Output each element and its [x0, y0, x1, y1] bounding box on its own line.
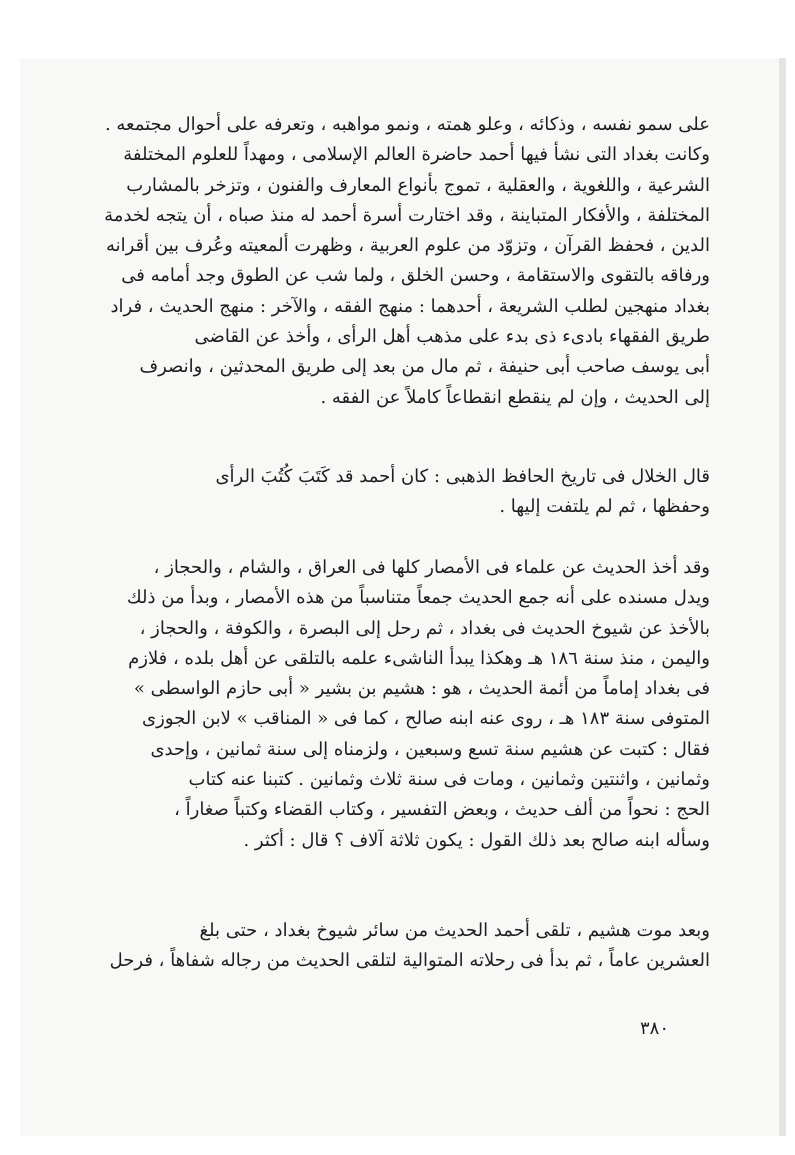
paragraph-3 [80, 553, 710, 856]
text-line: بالأخذ عن شيوخ الحديث فى بغداد ، ثم رحل إلى البصرة ، والكوفة ، والحجاز ، [139, 617, 710, 639]
text-line: الدين ، فحفظ القرآن ، وتزوّد من علوم العربية ، وظهرت ألمعيته وعُرف بين أقرانه [105, 235, 710, 257]
text-line: المختلفة ، والأفكار المتباينة ، وقد اختارت أسرة أحمد له منذ صباه ، أن يتجه لخدمة [104, 204, 710, 226]
text-line: وقد أخذ الحديث عن علماء فى الأمصار كلها فى العراق ، والشام ، والحجاز ، [153, 557, 710, 578]
text-line: بغداد منهجين لطلب الشريعة ، أحدهما : منهج الفقه ، والآخر : منهج الحديث ، فراد [110, 295, 710, 317]
text-line: فقال : كتبت عن هشيم سنة تسع وسبعين ، ولزمناه إلى سنة ثمانين ، وإحدى [150, 738, 710, 760]
text-line: الحج : نحواً من ألف حديث ، وبعض التفسير ، وكتاب القضاء وكتباً صغاراً ، [174, 799, 710, 821]
text-line: وسأله ابنه صالح بعد ذلك القول : يكون ثلاثة آلاف ؟ قال : أكثر . [243, 829, 710, 851]
text-line: المتوفى سنة ١٨٣ هـ ، روى عنه ابنه صالح ، كما فى « المناقب » لابن الجوزى [142, 708, 710, 730]
text-line: الشرعية ، واللغوية ، والعقلية ، تموج بأنواع المعارف والفنون ، وتزخر بالمشارب [126, 174, 710, 196]
text-line: فى بغداد إماماً من أئمة الحديث ، هو : هشيم بن بشير « أبى حازم الواسطى » [133, 678, 710, 700]
text-line: وحفظها ، ثم لم يلتفت إليها . [499, 496, 710, 518]
paragraph-4 [80, 916, 710, 977]
text-line: ويدل مسنده على أنه جمع الحديث جمعاً متناسباً من هذه الأمصار ، وبدأ من ذلك [126, 587, 710, 609]
text-line: وثمانين ، واثنتين وثمانين ، ومات فى سنة ثلاث وثمانين . كتبنا عنه كتاب [188, 769, 710, 791]
text-line: وبعد موت هشيم ، تلقى أحمد الحديث من سائر شيوخ بغداد ، حتى بلغ [199, 920, 710, 941]
text-line: أبى يوسف صاحب أبى حنيفة ، ثم مال من بعد إلى طريق المحدثين ، وانصرف [139, 356, 710, 378]
page-edge-shadow [779, 58, 786, 1136]
paragraph-1 [80, 110, 710, 413]
text-line: ورفاقه بالتقوى والاستقامة ، وحسن الخلق ، ولما شب عن الطوق وجد أمامه فى [121, 265, 710, 287]
text-line: طريق الفقهاء بادىء ذى بدء على مذهب أهل الرأى ، وأخذ عن القاضى [194, 326, 710, 348]
text-line: إلى الحديث ، وإن لم ينقطع انقطاعاً كاملاً عن الفقه . [320, 386, 710, 408]
text-line: وكانت بغداد التى نشأ فيها أحمد حاضرة العالم الإسلامى ، ومهداً للعلوم المختلفة [123, 144, 710, 166]
page-number: ٣٨٠ [640, 1018, 670, 1039]
text-line: على سمو نفسه ، وذكائه ، وعلو همته ، ونمو مواهبه ، وتعرفه على أحوال مجتمعه . [104, 114, 710, 135]
text-line: واليمن ، منذ سنة ١٨٦ هـ وهكذا يبدأ الناشىء علمه بالتلقى عن أهل بلده ، فلازم [128, 647, 710, 669]
text-line: العشرين عاماً ، ثم بدأ فى رحلاته المتوالية لتلقى الحديث من رجاله شفاهاً ، فرحل [109, 950, 710, 972]
text-line: قال الخلال فى تاريخ الحافظ الذهبى : كان أحمد قد كَتَبَ كُتُبَ الرأى [215, 466, 710, 487]
paragraph-2 [80, 462, 710, 523]
